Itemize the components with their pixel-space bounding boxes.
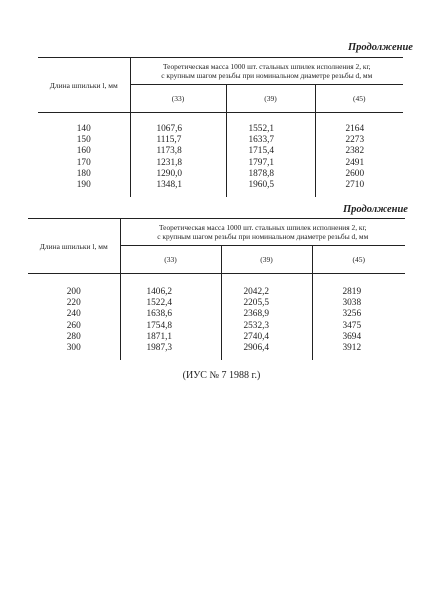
table-cell: 1754,8 [146, 320, 173, 331]
table-cell: 1633,7 [248, 135, 275, 146]
table-cell: 200 [66, 287, 81, 297]
length-values [38, 113, 130, 198]
mass-header-line-2: с крупным шагом резьбы при номинальном диаметре резьбы d, мм [157, 232, 369, 241]
diameter-header: (33) [130, 85, 226, 113]
mass-table-2 [28, 218, 405, 360]
table-cell: 1522,4 [146, 298, 173, 309]
table-cell: 1115,7 [156, 135, 182, 146]
mass-header-line-2: с крупным шагом резьбы при номинальном диаметре резьбы d, мм [161, 71, 373, 80]
diameter-header: (39) [226, 85, 315, 113]
table-cell: 3256 [342, 309, 362, 320]
table-cell: 2164 [345, 124, 365, 134]
table-cell: 2042,2 [243, 287, 270, 297]
table-cell: 1960,5 [248, 180, 275, 191]
table-cell: 2205,5 [243, 298, 270, 309]
table-cell: 2368,9 [243, 309, 270, 320]
table-cell: 3912 [342, 343, 362, 354]
footnote: (ИУС № 7 1988 г.) [182, 370, 261, 381]
table-cell: 180 [76, 168, 91, 179]
table-cell: 2532,3 [243, 320, 270, 331]
table-cell: 1173,8 [156, 146, 182, 157]
table-cell: 1878,8 [248, 168, 275, 179]
table-cell: 2273 [345, 135, 365, 146]
table-cell: 1797,1 [248, 157, 275, 168]
mass-values-d33 [120, 274, 221, 361]
table-cell: 240 [66, 309, 81, 320]
continuation-label-1: Продолжение [348, 42, 413, 53]
diameter-header: (39) [221, 246, 312, 274]
table-cell: 280 [66, 331, 81, 342]
table-cell: 140 [76, 124, 91, 134]
table-cell: 3475 [342, 320, 362, 331]
diameter-header: (33) [120, 246, 221, 274]
table-cell: 2819 [342, 287, 362, 297]
table-cell: 1067,6 [156, 124, 183, 134]
table-cell: 170 [76, 157, 91, 168]
table-cell: 3038 [342, 298, 362, 309]
table-cell: 2740,4 [243, 331, 270, 342]
table-cell: 1348,1 [156, 180, 183, 191]
table-cell: 1715,4 [248, 146, 275, 157]
mass-column-header [130, 58, 403, 85]
table-cell: 1290,0 [156, 168, 183, 179]
mass-header-line-1: Теоретическая масса 1000 шт. стальных шпилек исполнения 2, кг, [162, 62, 371, 71]
table-cell: 1871,1 [146, 331, 173, 342]
table-body-row [38, 113, 403, 198]
table-header-row [38, 58, 403, 85]
table-cell: 2906,4 [243, 343, 270, 354]
table-cell: 2491 [345, 157, 365, 168]
table-cell: 2600 [345, 168, 365, 179]
table-body-row [28, 274, 405, 361]
table-cell: 220 [66, 298, 81, 309]
mass-values-d39 [221, 274, 312, 361]
length-column-header: Длина шпильки l, мм [38, 58, 130, 113]
table-cell: 1987,3 [146, 343, 173, 354]
mass-column-header [120, 219, 405, 246]
mass-values-d45 [312, 274, 405, 361]
length-values [28, 274, 120, 361]
table-header-row [28, 219, 405, 246]
table-cell: 1552,1 [248, 124, 275, 134]
table-cell: 160 [76, 146, 91, 157]
table-cell: 150 [76, 135, 91, 146]
diameter-header: (45) [312, 246, 405, 274]
table-cell: 2382 [345, 146, 365, 157]
mass-values-d39 [226, 113, 315, 198]
table-cell: 1406,2 [146, 287, 173, 297]
mass-table-1 [38, 57, 403, 197]
table-cell: 3694 [342, 331, 362, 342]
table-cell: 260 [66, 320, 81, 331]
table-cell: 2710 [345, 180, 365, 191]
mass-values-d33 [130, 113, 226, 198]
table-cell: 1231,8 [156, 157, 183, 168]
diameter-header: (45) [315, 85, 403, 113]
length-column-header: Длина шпильки l, мм [28, 219, 120, 274]
mass-header-line-1: Теоретическая масса 1000 шт. стальных шпилек исполнения 2, кг, [158, 223, 367, 232]
mass-values-d45 [315, 113, 403, 198]
table-cell: 1638,6 [146, 309, 173, 320]
table-cell: 300 [66, 343, 81, 354]
continuation-label-2: Продолжение [343, 204, 408, 215]
table-cell: 190 [76, 180, 91, 191]
